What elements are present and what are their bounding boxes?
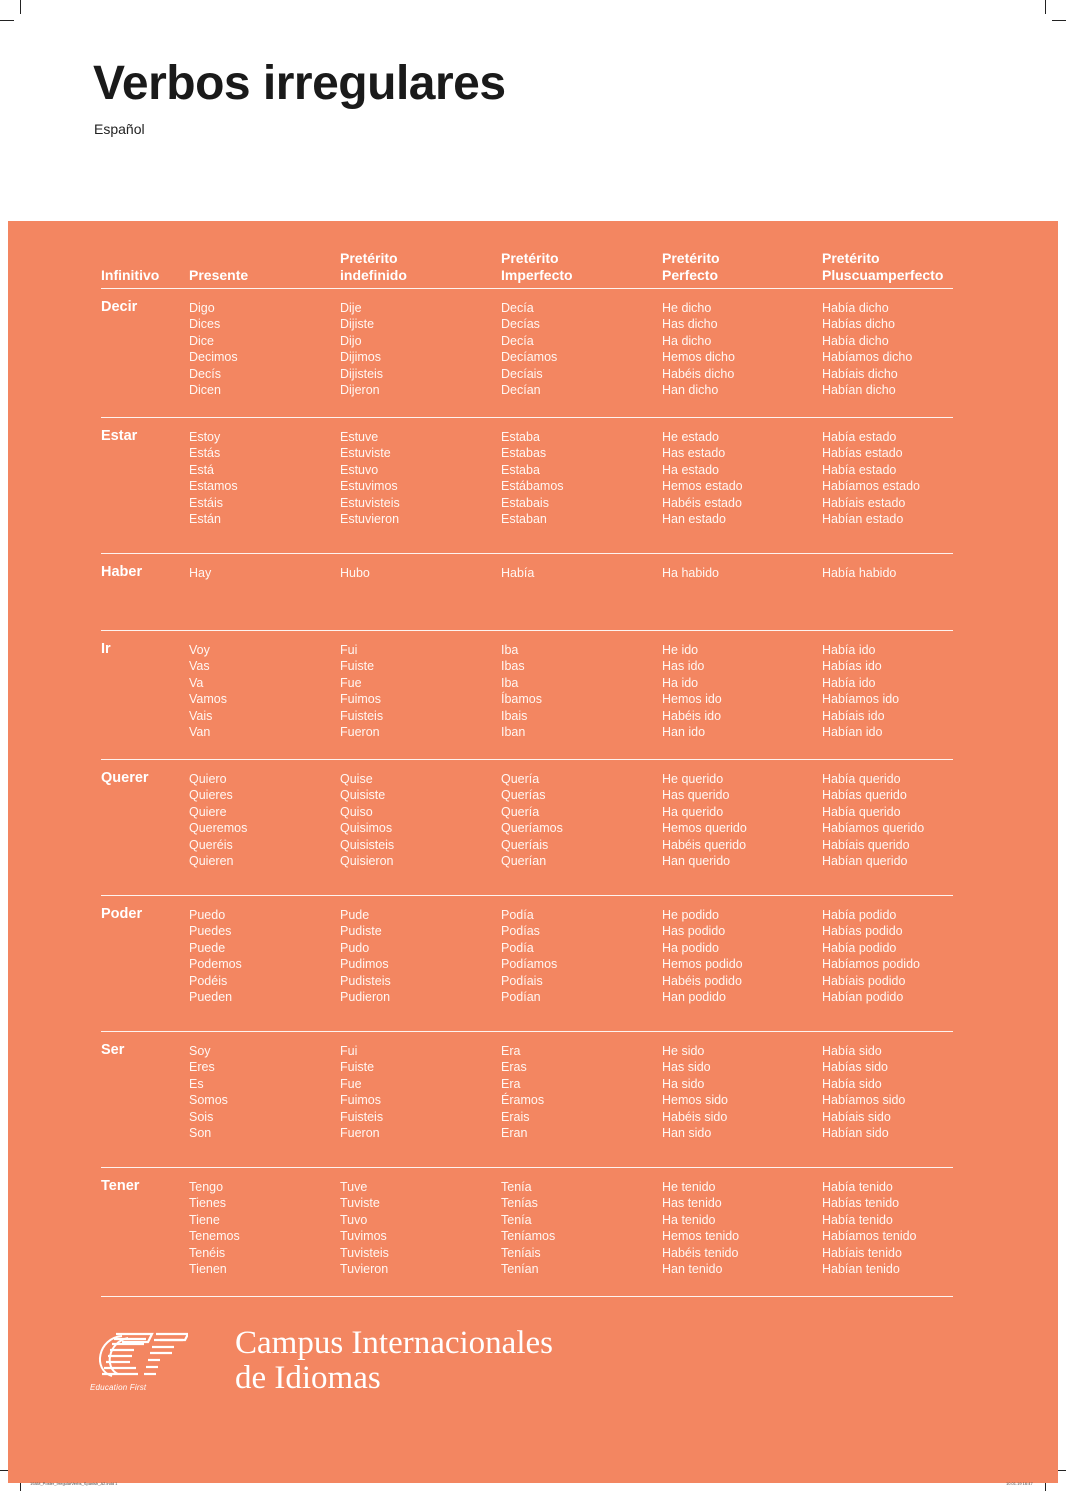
conjugated-form: Había sido (822, 1076, 882, 1091)
conjugated-form: Han tenido (662, 1262, 723, 1277)
conjugated-form: Podía (501, 940, 534, 955)
conjugated-form: Quiso (340, 804, 373, 819)
verb-infinitive: Ser (101, 1042, 125, 1058)
conjugation-imperfecto (501, 642, 542, 740)
conjugated-form: Estabais (501, 495, 549, 510)
conjugated-form: Ha habido (662, 566, 719, 580)
conjugated-form: Ha podido (662, 940, 719, 955)
conjugated-form: Habías dicho (822, 317, 895, 332)
conjugated-form: He tenido (662, 1180, 716, 1194)
conjugated-form: Ha tenido (662, 1212, 716, 1227)
conjugated-form: Estuvo (340, 462, 379, 477)
conjugation-pluscuamperfecto (822, 771, 924, 869)
conjugated-form: Quisisteis (340, 837, 395, 852)
conjugated-form: Están (189, 512, 221, 527)
conjugated-form: Has querido (662, 788, 730, 803)
conjugation-indefinido (340, 907, 391, 1005)
conjugated-form: Dijeron (340, 383, 380, 398)
conjugated-form: Habían estado (822, 512, 904, 527)
conjugation-pluscuamperfecto (822, 300, 912, 398)
conjugated-form: Está (189, 462, 215, 477)
conjugation-imperfecto (501, 429, 564, 527)
conjugated-form: He dicho (662, 301, 712, 315)
conjugated-form: Pudisteis (340, 973, 391, 988)
verbs-panel (8, 221, 1058, 1483)
conjugation-imperfecto (501, 1179, 555, 1277)
conjugated-form: Habíamos sido (822, 1093, 906, 1108)
conjugated-form: Fui (340, 643, 358, 657)
conjugated-form: Voy (189, 643, 210, 657)
conjugated-form: Dijo (340, 333, 362, 348)
conjugated-form: Has sido (662, 1060, 711, 1075)
conjugated-form: Habíais estado (822, 495, 906, 510)
crop-mark (0, 20, 14, 21)
conjugated-form: Queríais (501, 837, 549, 852)
conjugated-form: Teníamos (501, 1229, 556, 1244)
conjugated-form: Estábamos (501, 479, 564, 494)
conjugated-form: Tuvieron (340, 1262, 389, 1277)
conjugated-form: Éramos (501, 1093, 545, 1108)
conjugated-form: Habíamos estado (822, 479, 920, 494)
conjugated-form: Decíais (501, 366, 543, 381)
conjugated-form: Íbamos (501, 692, 542, 707)
conjugated-form: Estuvisteis (340, 495, 400, 510)
conjugated-form: Fueron (340, 1126, 380, 1141)
conjugated-form: Vamos (189, 692, 227, 707)
conjugated-form: Queremos (189, 821, 248, 836)
conjugated-form: Puedo (189, 908, 226, 922)
conjugation-perfecto (662, 771, 747, 869)
conjugated-form: Decía (501, 301, 534, 315)
conjugated-form: Era (501, 1044, 521, 1058)
conjugated-form: Habías estado (822, 446, 903, 461)
conjugation-indefinido (340, 1179, 389, 1277)
conjugation-imperfecto (501, 907, 557, 1005)
conjugated-form: Iba (501, 675, 519, 690)
conjugated-form: Eres (189, 1060, 215, 1075)
conjugated-form: Estaba (501, 462, 540, 477)
conjugated-form: Estuve (340, 430, 379, 444)
verb-group-haber (101, 554, 953, 631)
conjugated-form: Pueden (189, 990, 233, 1005)
conjugated-form: Habías ido (822, 659, 882, 674)
conjugated-form: Iba (501, 643, 519, 657)
conjugated-form: Había dicho (822, 301, 889, 315)
column-header: Pretérito Imperfecto (501, 250, 573, 283)
table-header (101, 248, 953, 289)
conjugated-form: Tenemos (189, 1229, 240, 1244)
conjugated-form: Han querido (662, 854, 731, 869)
conjugated-form: Tenían (501, 1262, 539, 1277)
conjugated-form: Habéis dicho (662, 366, 735, 381)
conjugated-form: Estamos (189, 479, 238, 494)
conjugated-form: Estuvimos (340, 479, 398, 494)
conjugated-form: Había habido (822, 566, 897, 580)
conjugation-presente (189, 1043, 228, 1141)
ef-logo-mark-icon (88, 1330, 188, 1382)
conjugated-form: Estuvieron (340, 512, 400, 527)
page-title: Verbos irregulares (93, 57, 506, 110)
conjugation-imperfecto (501, 771, 563, 869)
ef-logo (88, 1330, 188, 1387)
conjugation-presente (189, 642, 227, 740)
conjugated-form: Vas (189, 659, 210, 674)
conjugated-form: Ha estado (662, 462, 719, 477)
conjugated-form: Habíais querido (822, 837, 910, 852)
page-subtitle: Español (94, 121, 145, 137)
conjugated-form: Decía (501, 333, 534, 348)
verb-infinitive: Decir (101, 299, 138, 315)
conjugation-indefinido (340, 642, 383, 740)
conjugated-form: Dijimos (340, 350, 381, 365)
conjugated-form: Habían dicho (822, 383, 896, 398)
conjugation-perfecto (662, 300, 735, 398)
brand-name (235, 1326, 553, 1396)
conjugated-form: Quisieron (340, 854, 394, 869)
conjugation-perfecto (662, 565, 719, 581)
conjugated-form: Ha ido (662, 675, 699, 690)
conjugated-form: Decís (189, 366, 221, 381)
conjugated-form: Digo (189, 301, 215, 315)
conjugated-form: Decíamos (501, 350, 558, 365)
conjugated-form: Habéis tenido (662, 1245, 739, 1260)
conjugated-form: Hemos ido (662, 692, 722, 707)
conjugated-form: Quisiste (340, 788, 386, 803)
conjugated-form: He podido (662, 908, 719, 922)
conjugated-form: Tiene (189, 1212, 220, 1227)
conjugated-form: Han sido (662, 1126, 712, 1141)
conjugated-form: Dice (189, 333, 215, 348)
conjugated-form: Estás (189, 446, 221, 461)
conjugated-form: Iban (501, 725, 526, 740)
conjugated-form: Habían sido (822, 1126, 889, 1141)
conjugated-form: Estaban (501, 512, 547, 527)
conjugated-form: Estuviste (340, 446, 391, 461)
conjugation-pluscuamperfecto (822, 1043, 905, 1141)
conjugated-form: Podías (501, 924, 540, 939)
conjugated-form: Estaba (501, 430, 540, 444)
conjugated-form: Has tenido (662, 1196, 722, 1211)
conjugated-form: Fuisteis (340, 708, 384, 723)
conjugated-form: Pudo (340, 940, 370, 955)
conjugated-form: Pudimos (340, 957, 389, 972)
conjugated-form: Sois (189, 1109, 214, 1124)
conjugated-form: Había (501, 566, 535, 580)
brand-name-line1: Campus Internacionales (235, 1325, 553, 1361)
conjugation-indefinido (340, 565, 370, 581)
conjugated-form: Estabas (501, 446, 547, 461)
conjugated-form: Han podido (662, 990, 726, 1005)
conjugated-form: He ido (662, 643, 699, 657)
conjugated-form: Quieres (189, 788, 233, 803)
conjugated-form: Había podido (822, 940, 897, 955)
conjugated-form: Habían ido (822, 725, 883, 740)
conjugated-form: Dije (340, 301, 362, 315)
conjugated-form: Habéis podido (662, 973, 742, 988)
conjugated-form: Fueron (340, 725, 380, 740)
conjugated-form: Habías podido (822, 924, 903, 939)
conjugation-pluscuamperfecto (822, 565, 896, 581)
conjugation-perfecto (662, 1179, 739, 1277)
conjugation-indefinido (340, 429, 400, 527)
conjugated-form: Dicen (189, 383, 221, 398)
conjugated-form: Habíamos podido (822, 957, 920, 972)
verb-group-querer (101, 760, 953, 896)
verb-infinitive: Tener (101, 1178, 140, 1194)
conjugated-form: Son (189, 1126, 212, 1141)
verb-infinitive: Estar (101, 428, 138, 444)
conjugation-presente (189, 565, 211, 581)
conjugated-form: Quiere (189, 804, 227, 819)
conjugated-form: Habíamos querido (822, 821, 925, 836)
conjugation-pluscuamperfecto (822, 642, 899, 740)
conjugated-form: Había ido (822, 675, 876, 690)
conjugated-form: Estoy (189, 430, 221, 444)
column-header: Pretérito indefinido (340, 250, 407, 283)
column-header: Pretérito Perfecto (662, 250, 720, 283)
conjugated-form: Querías (501, 788, 546, 803)
conjugated-form: Fuimos (340, 692, 381, 707)
conjugated-form: Han estado (662, 512, 726, 527)
conjugated-form: Fuisteis (340, 1109, 384, 1124)
conjugation-perfecto (662, 907, 743, 1005)
crop-mark (1052, 20, 1066, 21)
conjugated-form: Tienes (189, 1196, 227, 1211)
conjugated-form: Queríamos (501, 821, 563, 836)
conjugated-form: Habías tenido (822, 1196, 900, 1211)
conjugated-form: Dijisteis (340, 366, 384, 381)
conjugated-form: Podíais (501, 973, 543, 988)
conjugated-form: Habéis ido (662, 708, 722, 723)
conjugated-form: Había querido (822, 772, 901, 786)
conjugated-form: Habíais tenido (822, 1245, 902, 1260)
conjugated-form: Estáis (189, 495, 224, 510)
conjugated-form: Habíais podido (822, 973, 906, 988)
conjugated-form: Podía (501, 908, 534, 922)
conjugated-form: Habíais sido (822, 1109, 891, 1124)
conjugated-form: Dices (189, 317, 221, 332)
conjugated-form: Has estado (662, 446, 726, 461)
conjugated-form: Había estado (822, 430, 897, 444)
conjugated-form: Querían (501, 854, 547, 869)
conjugated-form: Podíamos (501, 957, 558, 972)
conjugated-form: Hemos tenido (662, 1229, 740, 1244)
conjugated-form: Habías querido (822, 788, 907, 803)
conjugated-form: Eran (501, 1126, 528, 1141)
conjugation-presente (189, 429, 238, 527)
conjugated-form: Ha querido (662, 804, 724, 819)
conjugated-form: Pudieron (340, 990, 391, 1005)
verb-group-ir (101, 631, 953, 760)
conjugated-form: Tenéis (189, 1245, 226, 1260)
conjugated-form: Puedes (189, 924, 232, 939)
conjugated-form: Habían tenido (822, 1262, 900, 1277)
verb-group-estar (101, 418, 953, 554)
conjugated-form: Ibas (501, 659, 525, 674)
conjugated-form: Vais (189, 708, 213, 723)
conjugation-presente (189, 771, 247, 869)
conjugated-form: Somos (189, 1093, 228, 1108)
verb-infinitive: Querer (101, 770, 149, 786)
verb-infinitive: Ir (101, 641, 111, 657)
verb-infinitive: Poder (101, 906, 143, 922)
conjugated-form: Quería (501, 772, 540, 786)
conjugated-form: Pudiste (340, 924, 382, 939)
conjugated-form: Hemos querido (662, 821, 747, 836)
conjugation-indefinido (340, 300, 383, 398)
conjugated-form: Hubo (340, 566, 370, 580)
conjugated-form: Tuve (340, 1180, 368, 1194)
conjugated-form: He sido (662, 1044, 705, 1058)
conjugation-perfecto (662, 1043, 728, 1141)
conjugated-form: Quieren (189, 854, 234, 869)
verb-infinitive: Haber (101, 564, 143, 580)
conjugated-form: Habíamos dicho (822, 350, 913, 365)
conjugated-form: Hemos sido (662, 1093, 728, 1108)
conjugated-form: Habían podido (822, 990, 904, 1005)
column-header: Infinitivo (101, 267, 160, 283)
conjugated-form: Es (189, 1076, 204, 1091)
print-footer-file: 19AM_Poster_IrregularVerbs_Spanish_A2.indd 1 (30, 1481, 118, 1486)
conjugation-imperfecto (501, 300, 557, 398)
conjugated-form: Hemos estado (662, 479, 743, 494)
conjugated-form: Tuviste (340, 1196, 380, 1211)
conjugated-form: Habías sido (822, 1060, 889, 1075)
conjugated-form: Fuiste (340, 1060, 375, 1075)
column-header: Presente (189, 267, 249, 283)
conjugation-pluscuamperfecto (822, 429, 920, 527)
conjugated-form: Habéis sido (662, 1109, 728, 1124)
conjugated-form: Habíais dicho (822, 366, 898, 381)
conjugated-form: Habían querido (822, 854, 908, 869)
conjugated-form: Quise (340, 772, 373, 786)
conjugated-form: Fuimos (340, 1093, 381, 1108)
conjugated-form: Tuvisteis (340, 1245, 389, 1260)
conjugation-indefinido (340, 771, 394, 869)
conjugated-form: Había estado (822, 462, 897, 477)
conjugated-form: Tuvo (340, 1212, 368, 1227)
conjugated-form: Había tenido (822, 1180, 893, 1194)
conjugated-form: Quiero (189, 772, 227, 786)
conjugated-form: Eras (501, 1060, 527, 1075)
conjugated-form: Fuiste (340, 659, 375, 674)
conjugated-form: Quisimos (340, 821, 393, 836)
conjugated-form: Había sido (822, 1044, 882, 1058)
conjugated-form: Habíamos ido (822, 692, 900, 707)
conjugated-form: Teníais (501, 1245, 541, 1260)
conjugated-form: Decían (501, 383, 541, 398)
conjugated-form: Dijiste (340, 317, 375, 332)
conjugated-form: Tenía (501, 1180, 532, 1194)
conjugated-form: Tenías (501, 1196, 538, 1211)
brand-name-line2: de Idiomas (235, 1360, 381, 1396)
conjugated-form: Tienen (189, 1262, 227, 1277)
conjugated-form: Tenía (501, 1212, 532, 1227)
conjugated-form: Había ido (822, 643, 876, 657)
conjugated-form: Has dicho (662, 317, 718, 332)
conjugation-imperfecto (501, 565, 534, 581)
conjugation-presente (189, 907, 242, 1005)
conjugated-form: Pude (340, 908, 370, 922)
conjugated-form: Fue (340, 1076, 362, 1091)
conjugated-form: Queréis (189, 837, 233, 852)
conjugated-form: Has ido (662, 659, 705, 674)
conjugated-form: Han dicho (662, 383, 719, 398)
conjugation-presente (189, 1179, 240, 1277)
conjugated-form: Habíais ido (822, 708, 885, 723)
conjugated-form: Hemos dicho (662, 350, 735, 365)
conjugated-form: Era (501, 1076, 521, 1091)
crop-mark (1045, 0, 1046, 14)
conjugation-perfecto (662, 642, 722, 740)
conjugated-form: Podemos (189, 957, 242, 972)
conjugated-form: Quería (501, 804, 540, 819)
column-header: Pretérito Pluscuamperfecto (822, 250, 944, 283)
conjugated-form: Fue (340, 675, 362, 690)
conjugated-form: He querido (662, 772, 724, 786)
conjugated-form: Van (189, 725, 211, 740)
conjugation-indefinido (340, 1043, 383, 1141)
conjugated-form: Podían (501, 990, 541, 1005)
conjugation-pluscuamperfecto (822, 1179, 917, 1277)
conjugated-form: Habéis estado (662, 495, 742, 510)
verb-group-poder (101, 896, 953, 1032)
conjugated-form: Hemos podido (662, 957, 743, 972)
conjugated-form: Había podido (822, 908, 897, 922)
conjugation-presente (189, 300, 238, 398)
ef-logo-tagline: Education First (90, 1383, 147, 1392)
conjugated-form: Han ido (662, 725, 706, 740)
conjugated-form: Había tenido (822, 1212, 893, 1227)
conjugated-form: Decías (501, 317, 540, 332)
conjugated-form: Va (189, 675, 204, 690)
conjugated-form: Decimos (189, 350, 238, 365)
conjugation-perfecto (662, 429, 743, 527)
conjugated-form: Fui (340, 1044, 358, 1058)
verb-table (101, 248, 953, 1297)
conjugated-form: Erais (501, 1109, 530, 1124)
verb-group-tener (101, 1168, 953, 1297)
conjugated-form: Había querido (822, 804, 901, 819)
conjugated-form: Habéis querido (662, 837, 747, 852)
conjugated-form: Soy (189, 1044, 211, 1058)
conjugated-form: Habíamos tenido (822, 1229, 917, 1244)
conjugated-form: Ha sido (662, 1076, 705, 1091)
verb-group-ser (101, 1032, 953, 1168)
conjugated-form: Has podido (662, 924, 726, 939)
conjugated-form: Puede (189, 940, 226, 955)
conjugated-form: Ha dicho (662, 333, 712, 348)
conjugated-form: He estado (662, 430, 719, 444)
conjugation-pluscuamperfecto (822, 907, 920, 1005)
verb-group-decir (101, 289, 953, 418)
conjugated-form: Tengo (189, 1180, 224, 1194)
conjugation-imperfecto (501, 1043, 544, 1141)
print-footer-stamp: 10.01.19 16:47 (1006, 1481, 1033, 1486)
conjugated-form: Tuvimos (340, 1229, 387, 1244)
conjugated-form: Ibais (501, 708, 528, 723)
crop-mark (20, 0, 21, 14)
conjugated-form: Hay (189, 566, 212, 580)
conjugated-form: Había dicho (822, 333, 889, 348)
conjugated-form: Podéis (189, 973, 228, 988)
